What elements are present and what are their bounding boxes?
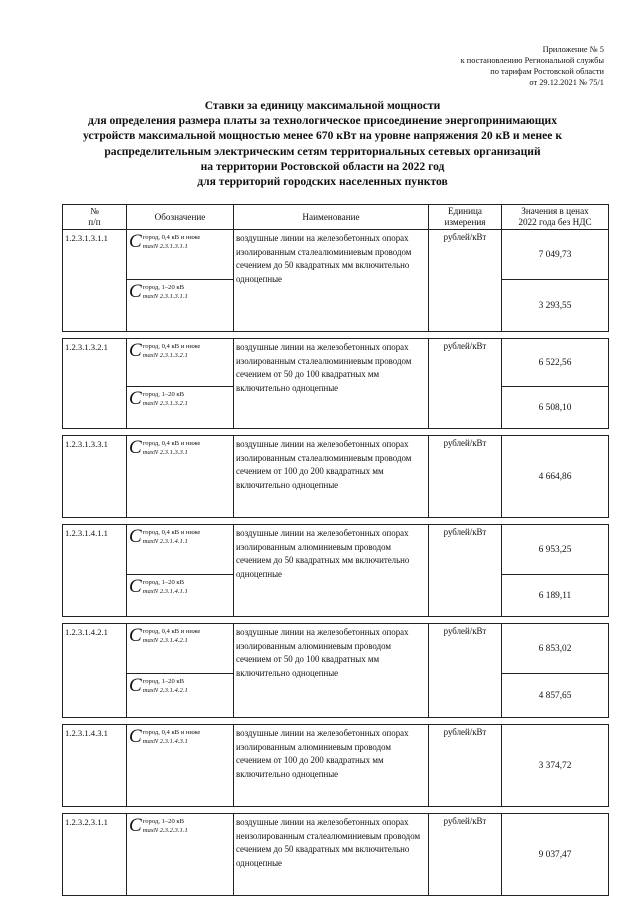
symbol-letter: C bbox=[129, 526, 142, 547]
row-value: 6 522,56 bbox=[502, 339, 609, 387]
row-name: воздушные линии на железобетонных опорах изолированным алюминиевым проводом сечением до 50 квадратных мм включительно одноцепные bbox=[234, 525, 429, 617]
row-unit: рублей/кВт bbox=[429, 814, 502, 896]
symbol-subscript: maxN 2.3.2.3.1.1 bbox=[142, 827, 188, 834]
table-row bbox=[63, 339, 609, 387]
designation-cell bbox=[127, 674, 234, 718]
designation-symbol bbox=[129, 438, 231, 457]
row-gap bbox=[63, 518, 609, 525]
table-row bbox=[63, 814, 609, 896]
row-value: 4 664,86 bbox=[502, 436, 609, 518]
designation-cell bbox=[127, 624, 234, 674]
title-line: Ставки за единицу максимальной мощности bbox=[204, 99, 441, 112]
symbol-letter: C bbox=[129, 726, 142, 747]
symbol-subscript: maxN 2.3.1.4.3.1 bbox=[142, 738, 188, 745]
table-row bbox=[63, 624, 609, 674]
row-value: 6 853,02 bbox=[502, 624, 609, 674]
appendix-line: от 29.12.2021 № 75/1 bbox=[529, 78, 604, 87]
title-line: для территорий городских населенных пунктов bbox=[197, 175, 448, 189]
symbol-superscript: город, 1–20 кВ bbox=[142, 579, 185, 586]
row-value: 9 037,47 bbox=[502, 814, 609, 896]
symbol-superscript: город, 0,4 кВ и ниже bbox=[142, 529, 201, 536]
title-line: устройств максимальной мощностью менее 670 кВт на уровне напряжения 20 кВ и менее к bbox=[82, 129, 563, 143]
designation-cell bbox=[127, 725, 234, 807]
designation-symbol bbox=[129, 341, 231, 360]
symbol-subscript: maxN 2.3.1.3.3.1 bbox=[142, 449, 188, 456]
table-row bbox=[63, 436, 609, 518]
row-gap bbox=[63, 332, 609, 339]
gap-cell bbox=[63, 617, 609, 624]
symbol-subscript: maxN 2.3.1.3.1.1 bbox=[142, 243, 188, 250]
designation-symbol bbox=[129, 816, 231, 835]
symbol-superscript: город, 1–20 кВ bbox=[142, 284, 185, 291]
designation-cell bbox=[127, 280, 234, 332]
symbol-letter: C bbox=[129, 675, 142, 696]
designation-symbol bbox=[129, 232, 231, 251]
symbol-subscript: maxN 2.3.1.4.1.1 bbox=[142, 538, 188, 545]
gap-cell bbox=[63, 807, 609, 814]
row-name: воздушные линии на железобетонных опорах неизолированным сталеалюминиевым проводом сечением до 50 квадратных мм включительно одноцепные bbox=[234, 814, 429, 896]
designation-symbol bbox=[129, 282, 231, 301]
row-code: 1.2.3.2.3.1.1 bbox=[63, 814, 127, 896]
symbol-subscript: maxN 2.3.1.4.2.1 bbox=[142, 687, 188, 694]
row-code: 1.2.3.1.4.1.1 bbox=[63, 525, 127, 617]
header-value: Значения в ценах 2022 года без НДС bbox=[502, 205, 609, 230]
symbol-superscript: город, 0,4 кВ и ниже bbox=[142, 234, 201, 241]
symbol-letter: C bbox=[129, 625, 142, 646]
row-gap bbox=[63, 429, 609, 436]
symbol-superscript: город, 0,4 кВ и ниже bbox=[142, 440, 201, 447]
document-title bbox=[40, 98, 605, 189]
symbol-subscript: maxN 2.3.1.3.2.1 bbox=[142, 400, 188, 407]
designation-symbol bbox=[129, 727, 231, 746]
title-line: распределительным электрическим сетям территориальных сетевых организаций bbox=[104, 144, 541, 158]
symbol-superscript: город, 0,4 кВ и ниже bbox=[142, 343, 201, 350]
symbol-letter: C bbox=[129, 340, 142, 361]
row-unit: рублей/кВт bbox=[429, 436, 502, 518]
row-unit: рублей/кВт bbox=[429, 230, 502, 332]
header-name: Наименование bbox=[234, 205, 429, 230]
symbol-letter: C bbox=[129, 281, 142, 302]
symbol-letter: C bbox=[129, 231, 142, 252]
table-row bbox=[63, 725, 609, 807]
row-gap bbox=[63, 807, 609, 814]
row-unit: рублей/кВт bbox=[429, 339, 502, 429]
title-line: на территории Ростовской области на 2022 год bbox=[200, 159, 445, 173]
symbol-subscript: maxN 2.3.1.3.2.1 bbox=[142, 352, 188, 359]
row-value: 6 953,25 bbox=[502, 525, 609, 575]
symbol-letter: C bbox=[129, 576, 142, 597]
appendix-line: по тарифам Ростовской области bbox=[490, 67, 604, 76]
symbol-superscript: город, 1–20 кВ bbox=[142, 818, 185, 825]
symbol-subscript: maxN 2.3.1.4.2.1 bbox=[142, 637, 188, 644]
symbol-superscript: город, 0,4 кВ и ниже bbox=[142, 628, 201, 635]
row-value: 3 374,72 bbox=[502, 725, 609, 807]
designation-symbol bbox=[129, 389, 231, 408]
row-gap bbox=[63, 617, 609, 624]
header-num: № п/п bbox=[63, 205, 127, 230]
designation-cell bbox=[127, 814, 234, 896]
row-code: 1.2.3.1.4.2.1 bbox=[63, 624, 127, 718]
gap-cell bbox=[63, 332, 609, 339]
row-value: 3 293,55 bbox=[502, 280, 609, 332]
row-unit: рублей/кВт bbox=[429, 525, 502, 617]
table-row bbox=[63, 230, 609, 280]
designation-cell bbox=[127, 436, 234, 518]
row-name: воздушные линии на железобетонных опорах изолированным сталеалюминиевым проводом сечением от 50 до 100 квадратных мм включительно одноцепные bbox=[234, 339, 429, 429]
symbol-letter: C bbox=[129, 437, 142, 458]
row-name: воздушные линии на железобетонных опорах изолированным алюминиевым проводом сечением от 50 до 100 квадратных мм включительно одноцепные bbox=[234, 624, 429, 718]
designation-symbol bbox=[129, 676, 231, 695]
designation-symbol bbox=[129, 577, 231, 596]
gap-cell bbox=[63, 429, 609, 436]
appendix-line: Приложение № 5 bbox=[542, 45, 604, 54]
row-value: 4 857,65 bbox=[502, 674, 609, 718]
rates-table bbox=[62, 204, 609, 896]
designation-cell bbox=[127, 230, 234, 280]
table-body bbox=[63, 230, 609, 896]
row-code: 1.2.3.1.3.1.1 bbox=[63, 230, 127, 332]
row-name: воздушные линии на железобетонных опорах изолированным алюминиевым проводом сечением от 100 до 200 квадратных мм включительно одноцепные bbox=[234, 725, 429, 807]
row-value: 6 508,10 bbox=[502, 387, 609, 429]
symbol-letter: C bbox=[129, 815, 142, 836]
row-name: воздушные линии на железобетонных опорах изолированным сталеалюминиевым проводом сечением до 50 квадратных мм включительно одноцепные bbox=[234, 230, 429, 332]
row-gap bbox=[63, 718, 609, 725]
symbol-subscript: maxN 2.3.1.4.1.1 bbox=[142, 588, 188, 595]
symbol-letter: C bbox=[129, 388, 142, 409]
symbol-superscript: город, 1–20 кВ bbox=[142, 678, 185, 685]
designation-cell bbox=[127, 575, 234, 617]
row-value: 6 189,11 bbox=[502, 575, 609, 617]
header-unit: Единица измерения bbox=[429, 205, 502, 230]
gap-cell bbox=[63, 518, 609, 525]
appendix-line: к постановлению Региональной службы bbox=[460, 56, 604, 65]
symbol-superscript: город, 1–20 кВ bbox=[142, 391, 185, 398]
designation-cell bbox=[127, 339, 234, 387]
row-code: 1.2.3.1.3.2.1 bbox=[63, 339, 127, 429]
symbol-superscript: город, 0,4 кВ и ниже bbox=[142, 729, 201, 736]
table-header-row bbox=[63, 205, 609, 230]
gap-cell bbox=[63, 718, 609, 725]
row-code: 1.2.3.1.3.3.1 bbox=[63, 436, 127, 518]
title-line: для определения размера платы за технологическое присоединение энергопринимающих bbox=[87, 114, 558, 128]
row-name: воздушные линии на железобетонных опорах изолированным сталеалюминиевым проводом сечением от 100 до 200 квадратных мм включительно одноцепные bbox=[234, 436, 429, 518]
symbol-subscript: maxN 2.3.1.3.1.1 bbox=[142, 293, 188, 300]
row-unit: рублей/кВт bbox=[429, 725, 502, 807]
row-value: 7 049,73 bbox=[502, 230, 609, 280]
designation-cell bbox=[127, 387, 234, 429]
table-row bbox=[63, 525, 609, 575]
designation-symbol bbox=[129, 527, 231, 546]
header-designation: Обозначение bbox=[127, 205, 234, 230]
designation-cell bbox=[127, 525, 234, 575]
designation-symbol bbox=[129, 626, 231, 645]
appendix-block bbox=[344, 44, 604, 88]
row-code: 1.2.3.1.4.3.1 bbox=[63, 725, 127, 807]
row-unit: рублей/кВт bbox=[429, 624, 502, 718]
